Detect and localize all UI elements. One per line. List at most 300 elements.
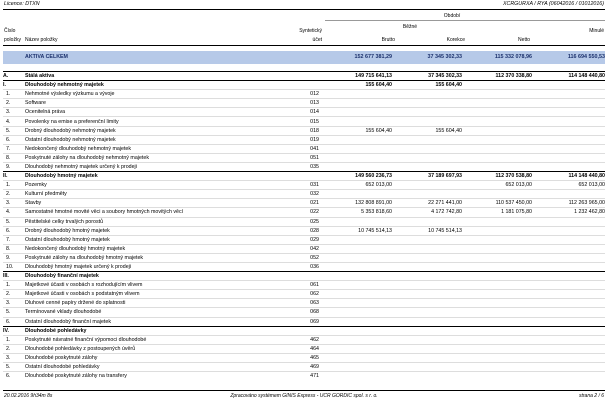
row-minule	[532, 81, 605, 90]
row-minule	[532, 262, 605, 271]
page-number: strana 2 / 6	[578, 393, 604, 399]
row-code: 6.	[3, 372, 25, 381]
row-name: Dlouhodobé poskytnuté zálohy	[25, 353, 270, 362]
row-brutto: 5 353 818,60	[322, 208, 392, 217]
balance-table	[3, 71, 605, 380]
row-code: 3.	[3, 108, 25, 117]
row-code: 3.	[3, 353, 25, 362]
row-brutto	[322, 244, 392, 253]
row-account: 031	[270, 181, 322, 190]
row-netto: 1 181 075,80	[462, 208, 532, 217]
table-row	[3, 262, 605, 271]
row-name: Dlouhodobý hmotný majetek určený k prodeji	[25, 262, 270, 271]
row-minule	[532, 272, 605, 281]
table-row	[3, 126, 605, 135]
row-brutto	[322, 363, 392, 372]
row-name: Pozemky	[25, 181, 270, 190]
row-minule	[532, 353, 605, 362]
row-name: Ostatní dlouhodobý hmotný majetek	[25, 235, 270, 244]
row-korekce: 37 189 697,93	[392, 172, 462, 181]
row-korekce	[392, 290, 462, 299]
row-korekce: 37 345 302,33	[392, 72, 462, 81]
aktiva-netto: 115 332 078,96	[494, 54, 532, 61]
row-minule: 1 232 462,80	[532, 208, 605, 217]
row-account: 063	[270, 299, 322, 308]
row-code: I.	[3, 81, 25, 90]
section-row	[3, 326, 605, 335]
row-korekce	[392, 181, 462, 190]
row-account: 471	[270, 372, 322, 381]
row-name: Poskytnuté zálohy na dlouhodobý hmotný majetek	[25, 253, 270, 262]
row-account: 032	[270, 190, 322, 199]
row-korekce	[392, 90, 462, 99]
row-minule	[532, 90, 605, 99]
table-row	[3, 208, 605, 217]
account-subheader: účet	[312, 37, 322, 43]
row-code: 8.	[3, 153, 25, 162]
row-code: 2.	[3, 344, 25, 353]
row-netto	[462, 326, 532, 335]
row-brutto	[322, 299, 392, 308]
row-account: 068	[270, 308, 322, 317]
table-row	[3, 108, 605, 117]
section-row	[3, 272, 605, 281]
row-code: 5.	[3, 308, 25, 317]
row-netto	[462, 90, 532, 99]
row-minule	[532, 372, 605, 381]
row-korekce: 4 172 742,80	[392, 208, 462, 217]
row-code: 2.	[3, 190, 25, 199]
row-brutto	[322, 290, 392, 299]
row-name: Drobný dlouhodobý hmotný majetek	[25, 226, 270, 235]
row-brutto	[322, 262, 392, 271]
row-netto: 652 013,00	[462, 181, 532, 190]
row-code: 9.	[3, 253, 25, 262]
row-name: Dlouhodobé pohledávky z postoupených úvěrů	[25, 344, 270, 353]
license-label: Licence: DTXN	[4, 1, 40, 7]
row-account: 052	[270, 253, 322, 262]
row-netto	[462, 144, 532, 153]
row-code: 6.	[3, 135, 25, 144]
row-netto	[462, 253, 532, 262]
row-account: 029	[270, 235, 322, 244]
header-top-rule	[3, 9, 605, 10]
row-code: II.	[3, 172, 25, 181]
table-row	[3, 181, 605, 190]
row-netto	[462, 272, 532, 281]
row-netto	[462, 126, 532, 135]
row-code: 4.	[3, 208, 25, 217]
row-code: 5.	[3, 217, 25, 226]
row-account: 062	[270, 290, 322, 299]
table-row	[3, 308, 605, 317]
row-netto	[462, 344, 532, 353]
row-code: 4.	[3, 117, 25, 126]
table-row	[3, 235, 605, 244]
row-netto	[462, 353, 532, 362]
row-minule	[532, 344, 605, 353]
row-netto	[462, 135, 532, 144]
row-korekce	[392, 235, 462, 244]
row-account: 025	[270, 217, 322, 226]
item-header: položky	[4, 37, 21, 43]
aktiva-total-row	[3, 53, 605, 61]
row-code: 1.	[3, 281, 25, 290]
row-korekce	[392, 308, 462, 317]
report-code: XCRGURXA / RYA (06042016 / 01012016)	[503, 1, 604, 7]
table-row	[3, 317, 605, 326]
row-brutto	[322, 317, 392, 326]
row-brutto	[322, 272, 392, 281]
row-netto	[462, 363, 532, 372]
netto-header: Netto	[518, 37, 530, 43]
row-minule	[532, 335, 605, 344]
row-account: 018	[270, 126, 322, 135]
row-code: 1.	[3, 181, 25, 190]
table-row	[3, 90, 605, 99]
row-account	[270, 172, 322, 181]
row-korekce	[392, 335, 462, 344]
row-brutto	[322, 344, 392, 353]
row-netto	[462, 244, 532, 253]
table-row	[3, 335, 605, 344]
row-name: Dlouhodobé pohledávky	[25, 326, 270, 335]
row-brutto	[322, 372, 392, 381]
row-account: 022	[270, 208, 322, 217]
row-korekce	[392, 317, 462, 326]
row-name: Kulturní předměty	[25, 190, 270, 199]
row-brutto	[322, 353, 392, 362]
period-header: Období	[443, 13, 461, 19]
row-name: Dlouhodobé poskytnuté zálohy na transfery	[25, 372, 270, 381]
row-account: 042	[270, 244, 322, 253]
row-name: Drobný dlouhodobý nehmotný majetek	[25, 126, 270, 135]
row-account: 013	[270, 99, 322, 108]
row-netto	[462, 372, 532, 381]
header-bottom-rule	[3, 45, 605, 46]
row-brutto	[322, 326, 392, 335]
row-korekce	[392, 299, 462, 308]
aktiva-korekce: 37 345 302,33	[427, 54, 462, 61]
section-row	[3, 172, 605, 181]
row-name: Poskytnuté návratné finanční výpomoci dlouhodobé	[25, 335, 270, 344]
row-name: Dluhové cenné papíry držené do splatnosti	[25, 299, 270, 308]
row-code: 1.	[3, 90, 25, 99]
row-account: 019	[270, 135, 322, 144]
row-code: 6.	[3, 317, 25, 326]
row-minule	[532, 281, 605, 290]
row-brutto	[322, 135, 392, 144]
row-account: 035	[270, 162, 322, 171]
row-name: Software	[25, 99, 270, 108]
row-korekce	[392, 363, 462, 372]
section-row	[3, 81, 605, 90]
table-row	[3, 253, 605, 262]
row-brutto	[322, 108, 392, 117]
row-code: 3.	[3, 299, 25, 308]
row-netto	[462, 281, 532, 290]
row-netto: 110 537 450,00	[462, 199, 532, 208]
row-account	[270, 326, 322, 335]
table-row	[3, 290, 605, 299]
period-rule	[325, 20, 605, 21]
row-code: IV.	[3, 326, 25, 335]
row-name: Stálá aktiva	[25, 72, 270, 81]
row-korekce	[392, 217, 462, 226]
footer-rule	[3, 390, 605, 391]
row-minule	[532, 126, 605, 135]
row-korekce	[392, 108, 462, 117]
row-name: Pěstitelské celky trvalých porostů	[25, 217, 270, 226]
row-name: Nehmotné výsledky výzkumu a vývoje	[25, 90, 270, 99]
row-name: Majetkové účasti v osobách s rozhodujícím vlivem	[25, 281, 270, 290]
row-code: A.	[3, 72, 25, 81]
table-row	[3, 190, 605, 199]
row-account	[270, 81, 322, 90]
row-korekce: 155 604,40	[392, 126, 462, 135]
row-minule	[532, 299, 605, 308]
aktiva-minule: 116 694 550,53	[567, 54, 605, 61]
row-korekce	[392, 244, 462, 253]
aktiva-brutto: 152 677 381,29	[354, 54, 392, 61]
row-netto	[462, 108, 532, 117]
row-minule	[532, 162, 605, 171]
korekce-header: Korekce	[446, 37, 465, 43]
row-account: 464	[270, 344, 322, 353]
table-row	[3, 353, 605, 362]
row-netto	[462, 335, 532, 344]
row-code: 2.	[3, 290, 25, 299]
table-row	[3, 344, 605, 353]
row-netto	[462, 217, 532, 226]
current-period-header: Běžné	[402, 24, 418, 30]
row-korekce	[392, 272, 462, 281]
row-code: 2.	[3, 99, 25, 108]
row-brutto: 155 604,40	[322, 126, 392, 135]
row-account	[270, 72, 322, 81]
row-account: 051	[270, 153, 322, 162]
row-brutto: 132 808 891,00	[322, 199, 392, 208]
row-account: 041	[270, 144, 322, 153]
row-account: 014	[270, 108, 322, 117]
row-code: 1.	[3, 335, 25, 344]
row-name: Ostatní dlouhodobý nehmotný majetek	[25, 135, 270, 144]
row-code: 10.	[3, 262, 25, 271]
row-netto	[462, 226, 532, 235]
row-code: 9.	[3, 162, 25, 171]
row-netto	[462, 153, 532, 162]
row-account: 069	[270, 317, 322, 326]
row-name: Nedokončený dlouhodobý hmotný majetek	[25, 244, 270, 253]
row-korekce: 155 604,40	[392, 81, 462, 90]
row-name: Dlouhodobý nehmotný majetek	[25, 81, 270, 90]
row-brutto	[322, 281, 392, 290]
row-netto	[462, 162, 532, 171]
row-korekce	[392, 144, 462, 153]
row-brutto	[322, 308, 392, 317]
row-name: Dlouhodobý hmotný majetek	[25, 172, 270, 181]
row-code: 6.	[3, 226, 25, 235]
row-korekce: 22 271 441,00	[392, 199, 462, 208]
row-brutto	[322, 253, 392, 262]
table-row	[3, 299, 605, 308]
row-brutto	[322, 99, 392, 108]
row-minule: 114 148 440,80	[532, 72, 605, 81]
row-code: 5.	[3, 363, 25, 372]
row-minule	[532, 226, 605, 235]
row-brutto	[322, 90, 392, 99]
row-minule: 112 263 965,00	[532, 199, 605, 208]
row-korekce	[392, 135, 462, 144]
row-name: Samostatné hmotné movité věci a soubory hmotných movitých věcí	[25, 208, 270, 217]
row-brutto	[322, 117, 392, 126]
row-brutto	[322, 217, 392, 226]
row-netto: 112 370 338,80	[462, 72, 532, 81]
row-name: Povolenky na emise a preferenční limity	[25, 117, 270, 126]
row-brutto: 149 560 236,73	[322, 172, 392, 181]
row-korekce: 10 745 514,13	[392, 226, 462, 235]
row-account: 012	[270, 90, 322, 99]
row-minule	[532, 244, 605, 253]
row-netto	[462, 99, 532, 108]
row-korekce	[392, 190, 462, 199]
row-name: Majetkové účasti v osobách s podstatným vlivem	[25, 290, 270, 299]
row-netto	[462, 290, 532, 299]
row-minule	[532, 108, 605, 117]
row-netto: 112 370 538,80	[462, 172, 532, 181]
row-account: 061	[270, 281, 322, 290]
row-account: 021	[270, 199, 322, 208]
row-name: Ostatní dlouhodobé pohledávky	[25, 363, 270, 372]
row-account: 469	[270, 363, 322, 372]
previous-period-header: Minulé	[589, 28, 604, 34]
row-account: 462	[270, 335, 322, 344]
row-minule	[532, 363, 605, 372]
row-korekce	[392, 153, 462, 162]
table-row	[3, 226, 605, 235]
row-account	[270, 272, 322, 281]
row-brutto: 149 715 641,13	[322, 72, 392, 81]
row-netto	[462, 308, 532, 317]
row-minule	[532, 235, 605, 244]
row-name: Ostatní dlouhodobý finanční majetek	[25, 317, 270, 326]
table-row	[3, 99, 605, 108]
row-brutto	[322, 235, 392, 244]
row-name: Dlouhodobý finanční majetek	[25, 272, 270, 281]
row-korekce	[392, 99, 462, 108]
row-korekce	[392, 326, 462, 335]
row-minule	[532, 253, 605, 262]
row-code: 8.	[3, 244, 25, 253]
account-header: Syntetický	[299, 28, 322, 34]
row-minule	[532, 217, 605, 226]
row-code: 5.	[3, 126, 25, 135]
balance-rows	[3, 72, 605, 381]
table-row	[3, 363, 605, 372]
row-minule	[532, 153, 605, 162]
row-name: Termínované vklady dlouhodobé	[25, 308, 270, 317]
row-account: 465	[270, 353, 322, 362]
row-minule	[532, 144, 605, 153]
row-code: 7.	[3, 235, 25, 244]
row-brutto: 652 013,00	[322, 181, 392, 190]
row-brutto	[322, 153, 392, 162]
row-netto	[462, 262, 532, 271]
row-name: Ocenitelná práva	[25, 108, 270, 117]
table-row	[3, 217, 605, 226]
row-korekce	[392, 281, 462, 290]
row-code: 3.	[3, 199, 25, 208]
row-korekce	[392, 117, 462, 126]
print-timestamp: 20.02.2016 9h34m 8s	[4, 393, 53, 399]
row-brutto	[322, 335, 392, 344]
row-netto	[462, 81, 532, 90]
row-minule: 652 013,00	[532, 181, 605, 190]
row-netto	[462, 299, 532, 308]
row-code: III.	[3, 272, 25, 281]
row-brutto: 155 604,40	[322, 81, 392, 90]
row-account: 015	[270, 117, 322, 126]
row-korekce	[392, 253, 462, 262]
row-brutto	[322, 144, 392, 153]
row-name: Dlouhodobý nehmotný majetek určený k prodeji	[25, 162, 270, 171]
row-minule	[532, 190, 605, 199]
table-row	[3, 244, 605, 253]
row-minule	[532, 326, 605, 335]
row-minule	[532, 135, 605, 144]
row-brutto: 10 745 514,13	[322, 226, 392, 235]
name-header: Název položky	[25, 37, 58, 43]
row-brutto	[322, 190, 392, 199]
row-minule: 114 148 440,80	[532, 172, 605, 181]
row-minule	[532, 308, 605, 317]
row-korekce	[392, 162, 462, 171]
row-netto	[462, 317, 532, 326]
table-row	[3, 162, 605, 171]
row-account: 028	[270, 226, 322, 235]
table-row	[3, 135, 605, 144]
number-header: Číslo	[4, 28, 16, 34]
row-account: 036	[270, 262, 322, 271]
row-netto	[462, 190, 532, 199]
row-minule	[532, 99, 605, 108]
software-note: Zpracováno systémem GINIS Express - UCR GORDIC spol. s r. o.	[230, 393, 378, 399]
row-netto	[462, 235, 532, 244]
row-minule	[532, 290, 605, 299]
row-name: Poskytnuté zálohy na dlouhodobý nehmotný majetek	[25, 153, 270, 162]
row-korekce	[392, 262, 462, 271]
row-minule	[532, 317, 605, 326]
table-row	[3, 153, 605, 162]
table-row	[3, 372, 605, 381]
table-row	[3, 281, 605, 290]
aktiva-label: AKTIVA CELKEM	[25, 54, 68, 61]
row-name: Stavby	[25, 199, 270, 208]
table-row	[3, 199, 605, 208]
row-code: 7.	[3, 144, 25, 153]
row-korekce	[392, 353, 462, 362]
row-brutto	[322, 162, 392, 171]
row-name: Nedokončený dlouhodobý nehmotný majetek	[25, 144, 270, 153]
table-row	[3, 117, 605, 126]
row-netto	[462, 117, 532, 126]
row-korekce	[392, 344, 462, 353]
row-minule	[532, 117, 605, 126]
table-row	[3, 144, 605, 153]
row-korekce	[392, 372, 462, 381]
brutto-header: Brutto	[381, 37, 395, 43]
section-row	[3, 72, 605, 81]
